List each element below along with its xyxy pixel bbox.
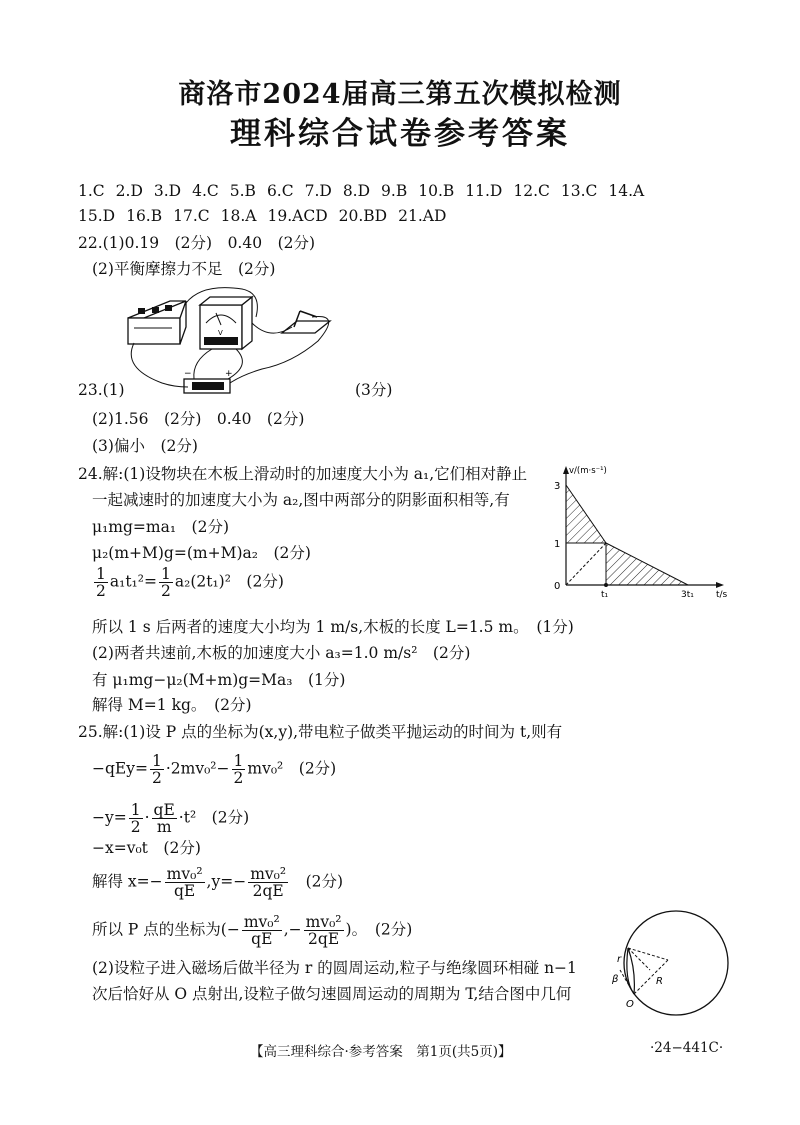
q23-line-1: 23.(1) [78,381,125,399]
mc-answer: 12.C [513,182,550,200]
plus-label: + [225,369,233,379]
shaded-area-1 [566,485,606,543]
q25-line-8: 次后恰好从 O 点射出,设粒子做匀速圆周运动的周期为 T,结合图中几何 [92,985,572,1003]
fraction-x: $\frac{\text{mv₀²}}{qE}$ [166,865,203,900]
q23-line-1-score: (3分) [355,381,393,399]
tick-3t1: 3t₁ [681,590,694,600]
mc-answer: 4.C [192,182,219,200]
voltmeter-symbol: V [218,329,223,337]
q25-line-7: (2)设粒子进入磁场后做半径为 r 的圆周运动,粒子与绝缘圆环相碰 n−1 [92,959,577,977]
q24-line-9: 解得 M=1 kg。 (2分) [92,696,252,714]
minus-label: − [184,369,192,379]
mc-answer: 5.B [229,182,256,200]
footer: 【高三理科综合·参考答案 第1页(共5页)】 [250,1044,512,1060]
y-axis-label: v/(m·s⁻¹) [569,466,607,476]
fraction-half: $\frac{1}{2}$ [96,565,106,600]
mc-answer: 6.C [266,182,294,200]
mc-answer: 15.D [78,207,116,225]
mc-answer: 13.C [560,182,598,200]
mc-answer: 11.D [465,182,503,200]
circuit-diagram [112,283,348,403]
q24-eq-1: μ₁mg=ma₁ (2分) [92,518,230,536]
fraction-half: $\frac{1}{2}$ [160,565,171,600]
fraction-qe-m: $\frac{qE}{m}$ [153,801,175,836]
fraction-y: $\frac{\text{mv₀²}}{2qE}$ [305,913,342,948]
mc-answer: 7.D [304,182,332,200]
mc-answer: 14.A [608,182,645,200]
fraction-half: $\frac{1}{2}$ [233,752,244,787]
q24-line-6: 所以 1 s 后两者的速度大小均为 1 m/s,木板的长度 L=1.5 m。 (1分) [92,618,574,636]
document-code: ·24−441C· [650,1040,724,1056]
tick-3: 3 [554,481,561,492]
q24-line-8: 有 μ₁mg−μ₂(M+m)g=Ma₃ (1分) [92,671,346,689]
vt-graph [548,460,728,600]
tick-1: 1 [554,539,561,550]
label-R: R [656,976,663,987]
q25-line-6: 所以 P 点的坐标为(− $\frac{\text{mv₀²}}{qE}$ ,− $\frac{\text{mv₀²}}{2qE}$ )。 (2分) [92,913,413,948]
q25-eq-4: 解得 x=− $\frac{\text{mv₀²}}{qE}$ ,y=− $\frac{\text{mv₀²}}{2qE}$ (2分) [92,865,344,900]
tick-t1: t₁ [601,590,609,600]
q22-line-2: (2)平衡摩擦力不足 (2分) [92,260,276,278]
fraction-x: $\frac{\text{mv₀²}}{qE}$ [243,913,280,948]
tick-0: 0 [554,581,561,592]
mc-answer: 18.A [220,207,257,225]
mc-answer: 17.C [173,207,210,225]
mc-answers-row-1 [78,181,655,201]
q23-line-2: (2)1.56 (2分) 0.40 (2分) [92,410,305,428]
mc-answer: 9.B [381,182,408,200]
mc-answer: 21.AD [398,207,447,225]
q23-line-3: (3)偏小 (2分) [92,437,198,455]
q22-line-1: 22.(1)0.19 (2分) 0.40 (2分) [78,234,316,252]
fraction-half: $\frac{1}{2}$ [130,801,141,836]
q24-line-7: (2)两者共速前,木板的加速度大小 a₃=1.0 m/s² (2分) [92,644,471,662]
q24-eq-2: μ₂(m+M)g=(m+M)a₂ (2分) [92,544,311,562]
mc-answer: 10.B [418,182,455,200]
battery-cell-icon [184,369,233,393]
fraction-half: $\frac{1}{2}$ [151,752,162,787]
page-subtitle: 理科综合试卷参考答案 [230,116,570,152]
mc-answer: 3.D [153,182,182,200]
q24-line-2: 一起减速时的加速度大小为 a₂,图中两部分的阴影面积相等,有 [92,491,510,509]
fraction-y: $\frac{\text{mv₀²}}{2qE}$ [250,865,287,900]
label-O: O [626,999,634,1010]
mc-answer: 16.B [126,207,163,225]
mc-answers-row-2 [78,206,457,226]
mc-answer: 2.D [115,182,143,200]
page-title: 商洛市2024届高三第五次模拟检测 [178,79,622,110]
mc-answer: 20.BD [338,207,388,225]
q25-eq-1: −qEy= $\frac{1}{2}$ ·2mv₀²− $\frac{1}{2}$ mv₀² (2分) [92,752,337,787]
circle-diagram [606,910,736,1020]
label-r: r [617,954,622,965]
ring-circle [624,911,728,1015]
switch-icon [282,311,330,333]
shaded-area-2 [606,543,688,585]
x-axis-label: t/s [716,590,728,600]
mc-answer: 8.D [342,182,371,200]
mc-answer: 1.C [78,182,105,200]
battery-box-icon [128,301,186,344]
label-beta: β [612,974,619,985]
voltmeter-icon [200,297,252,349]
q25-eq-3: −x=v₀t (2分) [92,839,201,857]
q25-eq-2: −y= $\frac{1}{2}$ · $\frac{qE}{m}$ ·t² (2分) [92,801,250,836]
q24-eq-3: $\frac{1}{2}$ a₁t₁²= $\frac{1}{2}$ a₂(2t₁)² (2分) [96,565,284,600]
q24-line-1: 24.解:(1)设物块在木板上滑动时的加速度大小为 a₁,它们相对静止 [78,465,528,483]
q25-line-1: 25.解:(1)设 P 点的坐标为(x,y),带电粒子做类平抛运动的时间为 t,则有 [78,723,563,741]
mc-answer: 19.ACD [267,207,328,225]
